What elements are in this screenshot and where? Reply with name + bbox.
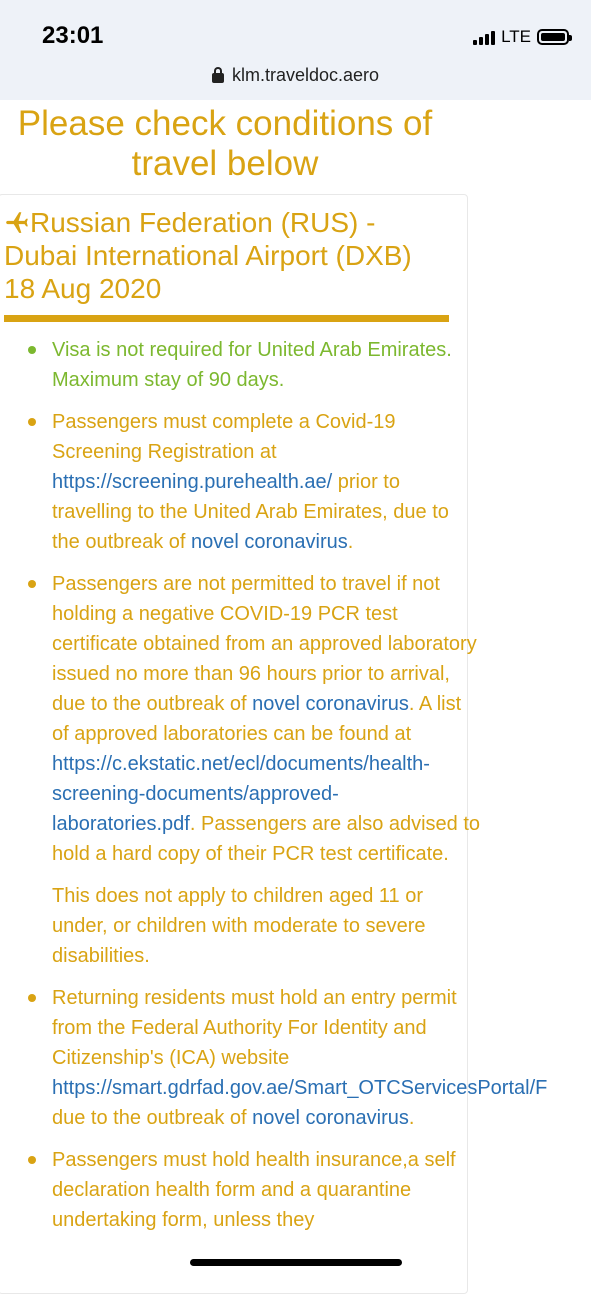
travel-date: 18 Aug 2020 [4, 273, 162, 304]
bullet-icon [28, 580, 36, 588]
insurance-text: Passengers must hold health insurance,a self declaration health form and a quarantine undertaking form, unless they [52, 1149, 456, 1231]
residents-text-3: . [408, 1107, 415, 1129]
network-label: LTE [501, 27, 531, 46]
ica-link[interactable]: https://smart.gdrfad.gov.ae/Smart_OTCServicesPortal/F [52, 1077, 548, 1099]
battery-icon [537, 29, 569, 45]
url-text: klm.traveldoc.aero [231, 64, 380, 85]
bullet-icon [28, 346, 36, 354]
signal-icon [473, 29, 495, 45]
list-item-residents [52, 983, 548, 1133]
pcr-text-3: . Passengers are also advised to hold a hard copy of their PCR test certificate. [52, 813, 481, 865]
status-bar [0, 0, 591, 100]
laboratories-link[interactable]: https://c.ekstatic.net/ecl/documents/health-screening-documents/approved-laboratories.pdf [52, 753, 430, 835]
residents-text: Returning residents must hold an entry permit from the Federal Authority For Identity and Citizenship's (ICA) website [52, 987, 457, 1069]
pcr-exception: This does not apply to children aged 11 or under, or children with moderate to severe disabilities. [52, 885, 426, 967]
heading-divider [4, 315, 449, 322]
bullet-icon [28, 418, 36, 426]
pcr-text: Passengers are not permitted to travel if not holding a negative COVID-19 PCR test certificate obtained from an approved laboratory issued no more than 96 hours prior to arrival, due to the outbreak of [52, 573, 477, 715]
status-indicators [473, 26, 569, 48]
screening-text-3: . [347, 531, 354, 553]
list-item-pcr [52, 569, 482, 971]
status-time: 23:01 [42, 22, 104, 49]
screening-text: Passengers must complete a Covid-19 Screening Registration at [52, 411, 396, 463]
page-title: Please check conditions of travel below [17, 104, 433, 183]
coronavirus-link[interactable]: novel coronavirus [190, 531, 348, 553]
home-indicator[interactable] [190, 1259, 402, 1266]
screening-link[interactable]: https://screening.purehealth.ae/ [52, 471, 333, 493]
bullet-icon [28, 994, 36, 1002]
screening-text-2: prior to travelling to the United Arab Emirates, due to the outbreak of [52, 471, 449, 553]
list-item-visa [52, 335, 482, 395]
residents-text-2: due to the outbreak of [52, 1107, 253, 1129]
pcr-text-2: . A list of approved laboratories can be found at [52, 693, 462, 745]
airplane-icon [4, 209, 30, 235]
lock-icon [212, 67, 224, 83]
list-item-insurance [52, 1145, 482, 1235]
conditions-list [52, 335, 548, 1247]
bullet-icon [28, 1156, 36, 1164]
visa-text: Visa is not required for United Arab Emirates. Maximum stay of 90 days. [52, 339, 452, 391]
list-item-screening [52, 407, 482, 557]
route-text: Russian Federation (RUS) - Dubai International Airport (DXB) [4, 207, 412, 271]
route-heading [4, 206, 454, 305]
coronavirus-link[interactable]: novel coronavirus [252, 693, 409, 715]
coronavirus-link[interactable]: novel coronavirus [252, 1107, 409, 1129]
address-bar[interactable] [0, 60, 591, 90]
pcr-paragraph [52, 569, 482, 869]
